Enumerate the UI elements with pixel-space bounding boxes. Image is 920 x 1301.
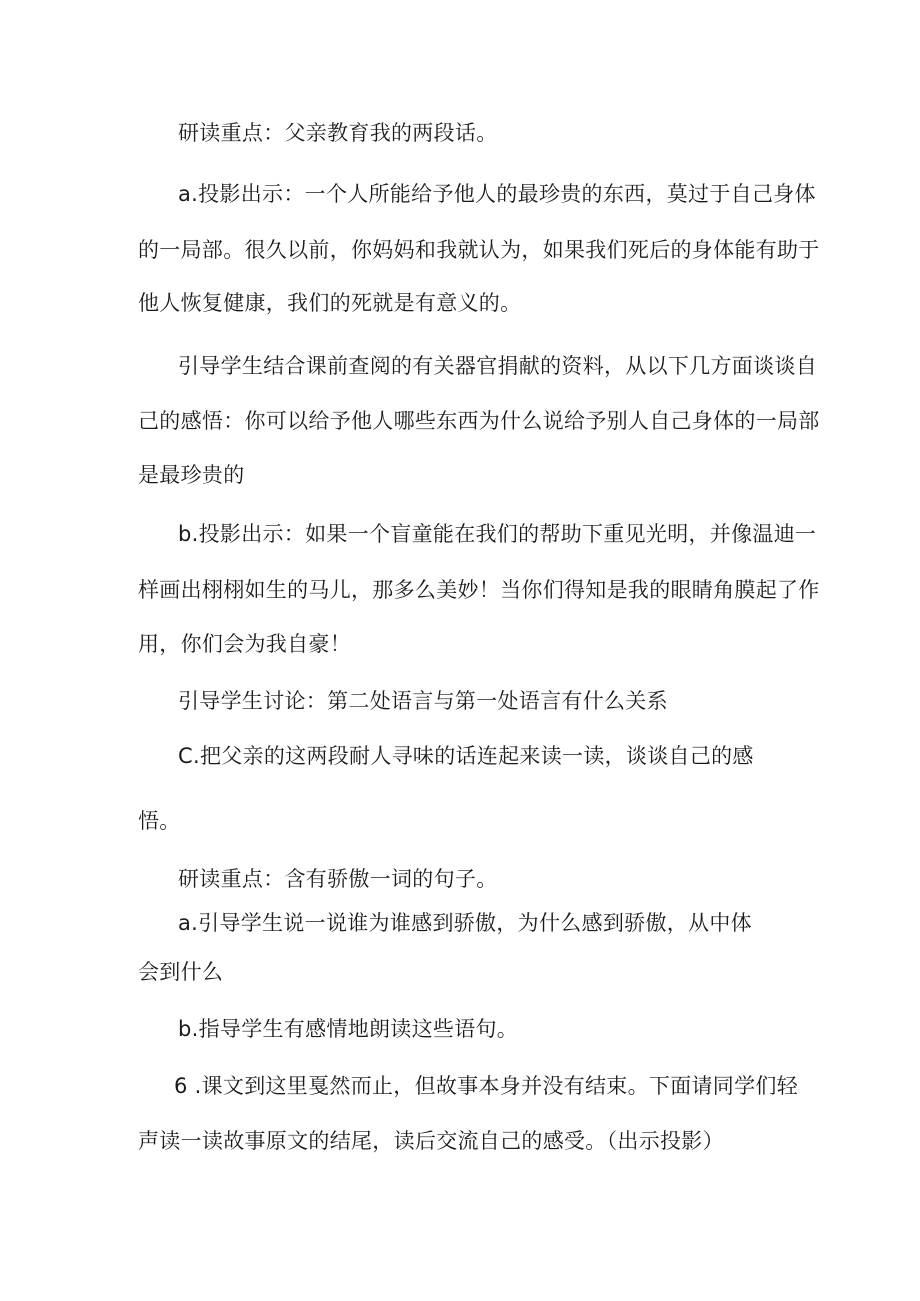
paragraph-b-line-2: 样画出栩栩如生的马儿，那多么美妙！当你们得知是我的眼睛角膜起了作 [138,578,820,602]
paragraph-guide-line-3: 是最珍贵的 [138,463,245,487]
paragraph-6-line-1: 6 .课文到这里戛然而止，但故事本身并没有结束。下面请同学们轻 [174,1074,799,1098]
section-heading-father-words: 研读重点：父亲教育我的两段话。 [178,121,498,145]
section-heading-pride: 研读重点：含有骄傲一词的句子。 [178,867,498,891]
paragraph-b-line-3: 用，你们会为我自豪！ [138,632,351,656]
paragraph-6-line-2: 声读一读故事原文的结尾，读后交流自己的感受。（出示投影） [138,1129,724,1153]
paragraph-pride-a-line-2: 会到什么 [138,960,224,984]
paragraph-discussion: 引导学生讨论：第二处语言与第一处语言有什么关系 [178,689,668,713]
paragraph-b-line-1: b.投影出示：如果一个盲童能在我们的帮助下重见光明，并像温迪一 [178,522,817,546]
paragraph-c-line-2: 悟。 [138,809,181,833]
paragraph-guide-line-1: 引导学生结合课前查阅的有关器官捐献的资料，从以下几方面谈谈自 [178,354,817,378]
paragraph-pride-b: b.指导学生有感情地朗读这些语句。 [178,1017,519,1041]
paragraph-pride-a-line-1: a.引导学生说一说谁为谁感到骄傲，为什么感到骄傲，从中体 [178,911,752,935]
paragraph-c-line-1: C.把父亲的这两段耐人寻味的话连起来读一读，谈谈自己的感 [178,744,754,768]
paragraph-a-line-1: a.投影出示：一个人所能给予他人的最珍贵的东西，莫过于自己身体 [178,182,816,206]
paragraph-a-line-3: 他人恢复健康，我们的死就是有意义的。 [138,291,522,315]
paragraph-guide-line-2: 己的感悟：你可以给予他人哪些东西为什么说给予别人自己身体的一局部 [138,409,820,433]
paragraph-a-line-2: 的一局部。很久以前，你妈妈和我就认为，如果我们死后的身体能有助于 [138,238,820,262]
